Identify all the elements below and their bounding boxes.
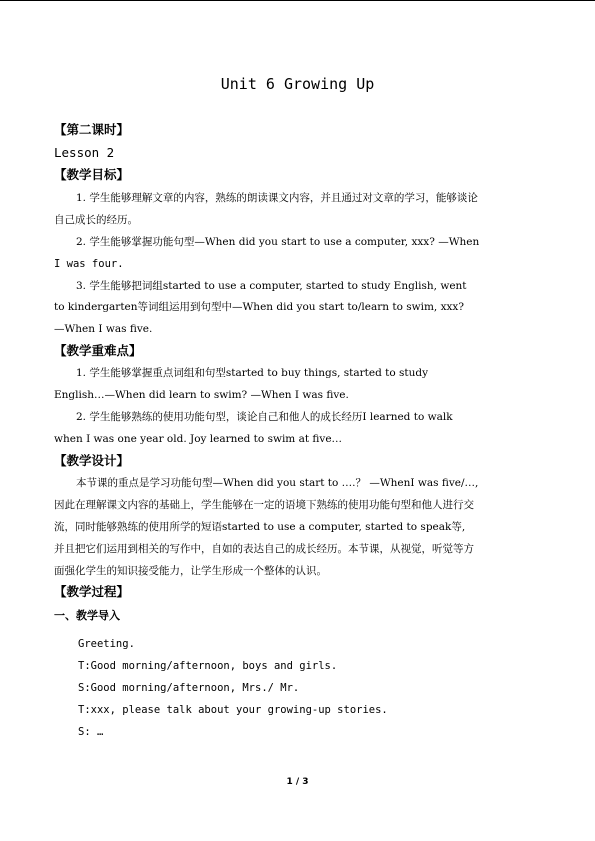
design-line: 因此在理解课文内容的基础上，学生能够在一定的语境下熟练的使用功能句型和他人进行交 [54,499,474,511]
heading-design: 【教学设计】 [54,453,130,468]
objectives-line: 3. 学生能够把词组started to use a computer, started to study English, went [76,280,467,292]
key-points-line: when I was one year old. Joy learned to swim at five… [54,433,343,445]
document-title: Unit 6 Growing Up [220,75,375,93]
key-points-line: 1. 学生能够掌握重点词组和句型started to buy things, started to study [76,367,429,379]
objectives-line: I was four. [54,258,124,270]
key-points-line: 2. 学生能够熟练的使用功能句型，谈论自己和他人的成长经历I learned to walk [76,411,453,423]
objectives-line: 1. 学生能够理解文章的内容，熟练的朗读课文内容，并且通过对文章的学习，能够谈论 [76,192,478,204]
objectives-line: —When I was five. [54,323,153,335]
process-line: T:Good morning/afternoon, boys and girls. [78,660,338,672]
key-points-line: English…—When did learn to swim? —When I was five. [54,389,349,401]
heading-second-lesson: 【第二课时】 [54,122,130,137]
process-line: Greeting. [78,638,135,650]
objectives-line: 自己成长的经历。 [54,214,138,226]
top-rule [0,0,595,1]
page-number: 1 / 3 [286,777,309,787]
process-line: S:Good morning/afternoon, Mrs./ Mr. [78,682,300,694]
process-line: T:xxx, please talk about your growing-up stories. [78,704,388,716]
design-line: 并且把它们运用到相关的写作中，自如的表达自己的成长经历。本节课，从视觉，听觉等方 [54,543,474,555]
process-intro-subheading: 一、教学导入 [54,609,120,622]
design-line: 面强化学生的知识接受能力，让学生形成一个整体的认识。 [54,565,327,577]
design-line: 流，同时能够熟练的使用所学的短语started to use a computer, started to speak等, [54,521,466,533]
heading-objectives: 【教学目标】 [54,167,130,182]
heading-key-points: 【教学重难点】 [54,343,142,358]
objectives-line: 2. 学生能够掌握功能句型—When did you start to use a computer, xxx? —When [76,236,480,248]
heading-process: 【教学过程】 [54,584,130,599]
objectives-line: to kindergarten等词组运用到句型中—When did you start to/learn to swim, xxx? [54,301,464,313]
lesson-label: Lesson 2 [54,145,115,160]
process-line: S: … [78,726,104,738]
design-line: 本节课的重点是学习功能句型—When did you start to ….？ —WhenI was five/…, [76,477,479,489]
